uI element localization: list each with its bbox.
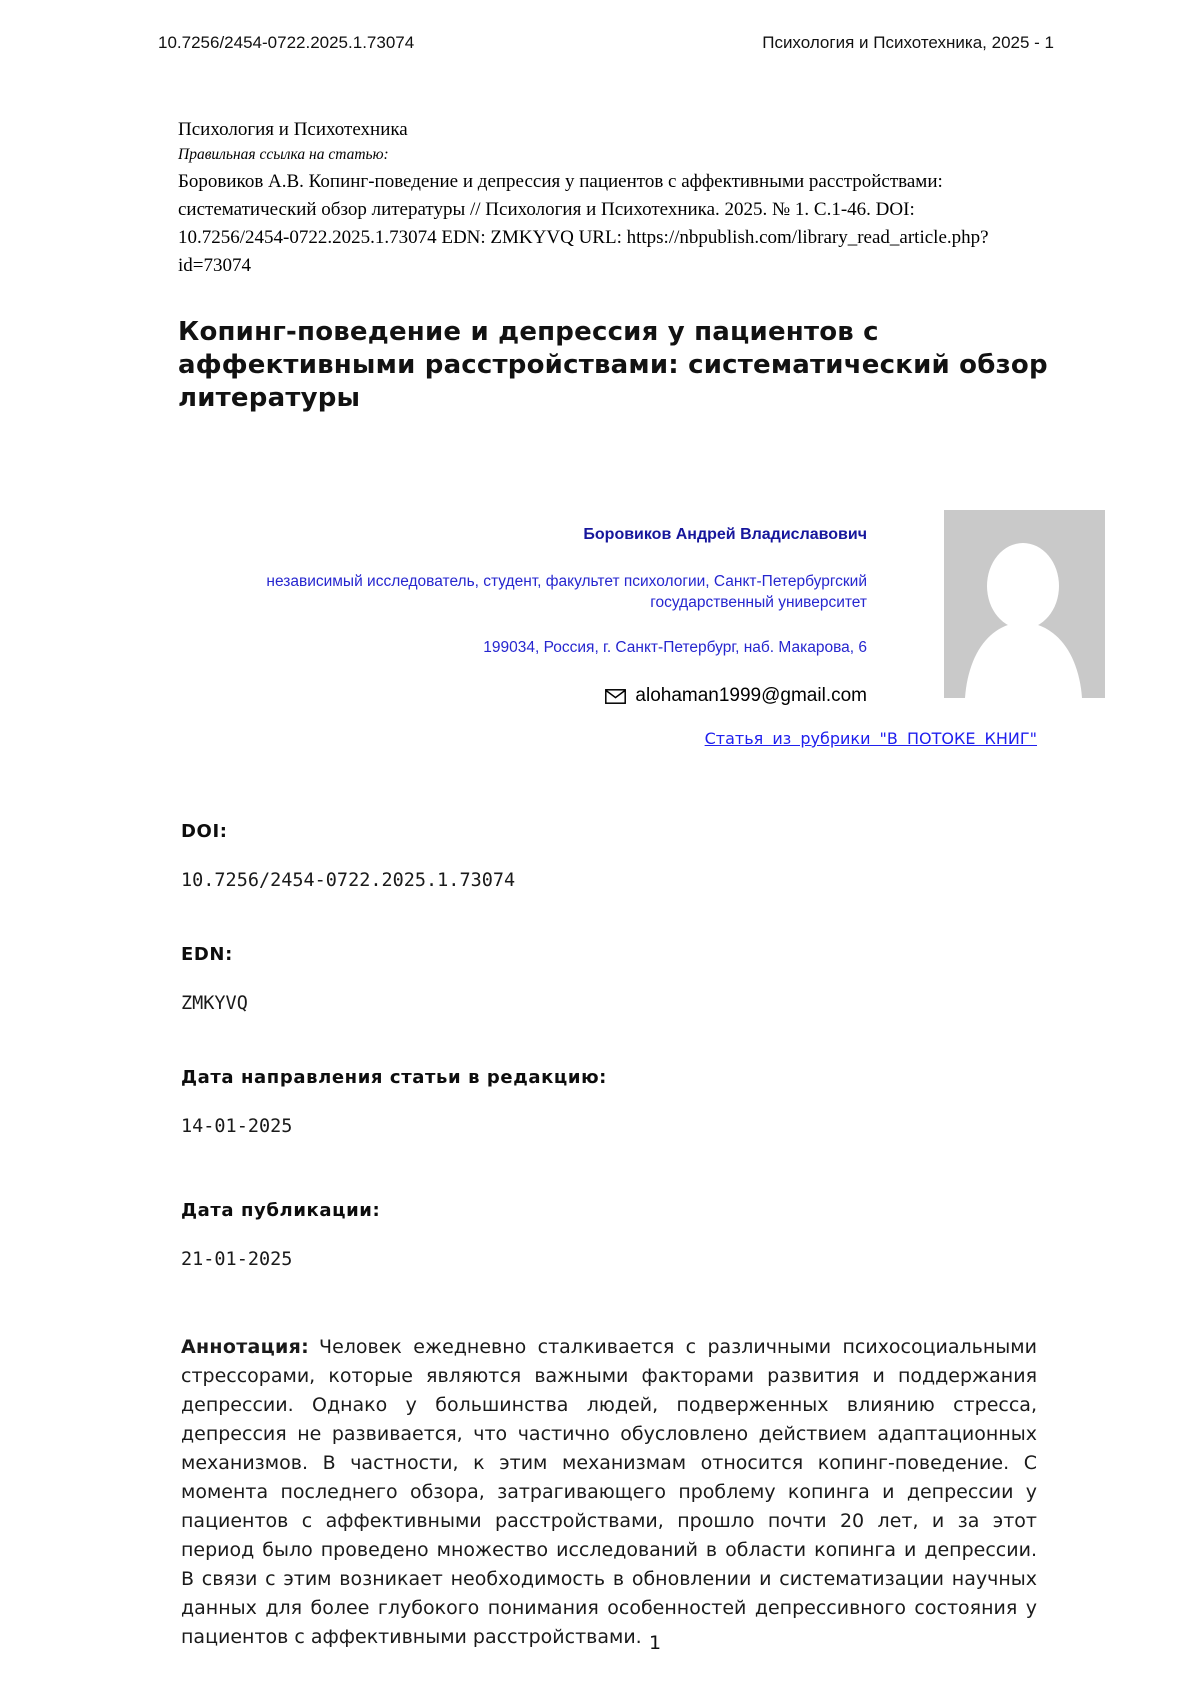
- published-date-value: 21-01-2025: [181, 1249, 293, 1270]
- page-number: 1: [648, 1632, 662, 1654]
- running-head: [0, 0, 1200, 53]
- author-email[interactable]: alohaman1999@gmail.com: [635, 685, 867, 706]
- rubric-row: [0, 729, 1200, 748]
- doi-section: [181, 821, 1037, 891]
- author-email-row: [180, 685, 867, 707]
- edn-label: EDN:: [181, 944, 233, 965]
- abstract-text: Человек ежедневно сталкивается с различными психосоциальными стрессорами, которые являются важными факторами развития и поддержания депрессии. Однако у большинства людей, подверженных влиянию стресса, депрессия не развивается, что частично обусловлено действием адаптационных механизмов. В частности, к этим механизмам относится копинг-поведение. С момента последнего обзора, затрагивающего проблему копинга и депрессии у пациентов с аффективными расстройствами, прошло почти 20 лет, и за этот период было проведено множество исследований в области копинга и депрессии. В связи с этим возникает необходимость в обновлении и систематизации научных данных для более глубокого понимания особенностей депрессивного состояния у пациентов с аффективными расстройствами.: [181, 1336, 1037, 1648]
- article-metadata: [181, 821, 1037, 1270]
- person-placeholder-icon: [944, 510, 1105, 698]
- article-title: Копинг-поведение и депрессия у пациентов с аффективными расстройствами: систематический обзор литературы: [178, 317, 1048, 413]
- envelope-icon: [605, 689, 626, 704]
- submitted-date-label: Дата направления статьи в редакцию:: [181, 1067, 607, 1088]
- author-affiliation: независимый исследователь, студент, факультет психологии, Санкт-Петербургский государственный университет: [266, 573, 867, 611]
- doi-label: DOI:: [181, 821, 228, 842]
- author-address: 199034, Россия, г. Санкт-Петербург, наб. Макарова, 6: [483, 639, 867, 656]
- abstract-label: Аннотация:: [181, 1336, 310, 1358]
- author-block: [180, 510, 1105, 707]
- citation-block: [178, 117, 1000, 280]
- doi-value: 10.7256/2454-0722.2025.1.73074: [181, 870, 516, 891]
- published-date-label: Дата публикации:: [181, 1200, 381, 1221]
- published-date-section: [181, 1200, 1037, 1270]
- rubric-link[interactable]: Статья из рубрики "В ПОТОКЕ КНИГ": [704, 729, 1037, 748]
- submitted-date-section: [181, 1067, 1037, 1137]
- edn-value: ZMKYVQ: [181, 993, 248, 1014]
- author-avatar: [944, 510, 1105, 698]
- author-info: [180, 510, 867, 707]
- author-name: Боровиков Андрей Владиславович: [583, 526, 867, 543]
- running-head-doi: 10.7256/2454-0722.2025.1.73074: [158, 33, 415, 52]
- running-head-journal-issue: Психология и Психотехника, 2025 - 1: [762, 33, 1054, 52]
- abstract-paragraph: [181, 1333, 1037, 1652]
- citation-text: Боровиков А.В. Копинг-поведение и депрессия у пациентов с аффективными расстройствами: систематический обзор литературы // Психология и Психотехника. 2025. № 1. С.1-46. DOI: 10.7256/2454-0722.2025.1.73074 EDN: ZMKYVQ URL: https://nbpublish.com/library_read_article.php?id=73074: [178, 171, 989, 276]
- citation-journal-name: Психология и Психотехника: [178, 119, 408, 140]
- submitted-date-value: 14-01-2025: [181, 1116, 293, 1137]
- edn-section: [181, 944, 1037, 1014]
- citation-reference-label: Правильная ссылка на статью:: [178, 146, 389, 163]
